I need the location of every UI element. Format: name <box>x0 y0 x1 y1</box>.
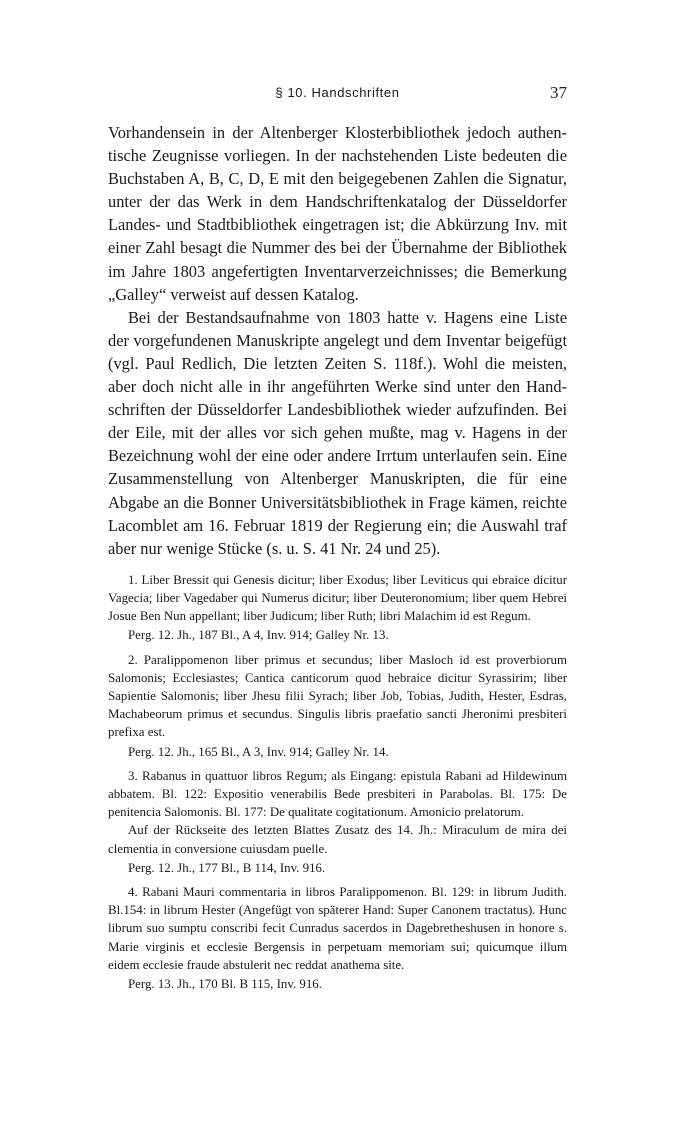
page-number: 37 <box>550 83 567 102</box>
manuscript-entry-4 <box>108 883 567 993</box>
entry-description: 4. Rabani Mauri commentaria in libros Paralippomenon. Bl. 129: in librum Judith. Bl.154: in librum Hester (Angefügt von späterer Hand: Super Canonem tractatus). Hunc librum suo sumptu conscribi fecit Cunradus sacerdos in Dagebretheshusen in honore s. Marie virginis et ecclesie Bergensis in perpetuam memoriam sui; quicumque illum eidem ecclesie fraude abstulerit nec reddat anathema site. <box>108 885 567 972</box>
entry-description: 3. Rabanus in quattuor libros Regum; als Eingang: epistula Rabani ad Hildewinum abbatem. Bl. 122: Expositio venerabilis Bede presbiteri in Parabolas. Bl. 175: De penitencia Salomonis. Bl. 177: De qualitate cogitationum. Amonicio prelatorum. <box>108 768 567 820</box>
main-text <box>108 121 567 999</box>
manuscript-entry-2 <box>108 651 567 761</box>
running-head <box>108 84 567 104</box>
entry-description: 1. Liber Bressit qui Genesis dicitur; liber Exodus; liber Leviticus qui ebraice dicitur Vagecia; liber Vagedaber qui Numerus dicitur; liber Deuteronomium; liber quem Hebrei Josue Ben Nun appellant; liber Judicum; liber Ruth; libri Malachim id est Regum. <box>108 572 567 624</box>
entry-signature: Perg. 12. Jh., 187 Bl., A 4, Inv. 914; Galley Nr. 13. <box>128 628 389 643</box>
entry-signature: Perg. 13. Jh., 170 Bl. B 115, Inv. 916. <box>128 977 322 992</box>
manuscript-entry-1 <box>108 571 567 645</box>
entry-note: Auf der Rückseite des letzten Blattes Zusatz des 14. Jh.: Miraculum de mira dei clementia in conversione cuiusdam puelle. <box>108 823 567 856</box>
entry-description: 2. Paralippomenon liber primus et secundus; liber Masloch id est proverbiorum Salomonis; Ecclesiastes; Cantica canticorum quod hebraice dicitur Syrassirim; liber Sapientie Salomonis; liber Jhesu filii Syrach; liber Job, Tobias, Judith, Hester, Esdras, Machabeorum primus et secundus. Singulis libris praefatio sancti Jheronimi presbiteri prefixa est. <box>108 652 567 740</box>
paragraph-1: Vorhandensein in der Altenberger Klosterbibliothek jedoch authentische Zeugnisse vorliegen. In der nachstehenden Liste bedeuten die Buchstaben A, B, C, D, E mit den beigegebenen Zahlen die Signatur, unter der das Werk in dem Handschriftenkatalog der Düsseldorfer Landes- und Stadtbibliothek eingetragen ist; die Abkürzung Inv. mit einer Zahl besagt die Nummer des bei der Übernahme der Bibliothek im Jahre 1803 angefertigten Inventarverzeichnisses; die Bemerkung „Galley“ verweist auf dessen Katalog. <box>108 123 567 304</box>
running-title: § 10. Handschriften <box>275 85 400 100</box>
manuscript-entry-3 <box>108 767 567 877</box>
paragraph-2: Bei der Bestandsaufnahme von 1803 hatte v. Hagens eine Liste der vorgefundenen Manuskripte angelegt und dem Inventar beigefügt (vgl. Paul Redlich, Die letzten Zeiten S. 118f.). Wohl die meisten, aber doch nicht alle in ihr angeführten Werke sind unter den Handschriften der Düsseldorfer Landesbibliothek wieder aufzufinden. Bei der Eile, mit der alles vor sich gehen mußte, mag v. Hagens in der Bezeichnung wohl der eine oder andere Irrtum unterlaufen sein. Eine Zusammenstellung von Altenberger Manuskripten, die für eine Abgabe an die Bonner Universitätsbibliothek in Frage kämen, reichte Lacomblet am 16. Februar 1819 der Regierung ein; die Auswahl traf aber nur wenige Stücke (s. u. S. 41 Nr. 24 und 25). <box>108 307 567 558</box>
manuscript-list <box>108 571 567 993</box>
entry-signature: Perg. 12. Jh., 177 Bl., B 114, Inv. 916. <box>128 860 326 875</box>
entry-signature: Perg. 12. Jh., 165 Bl., A 3, Inv. 914; Galley Nr. 14. <box>128 744 389 759</box>
